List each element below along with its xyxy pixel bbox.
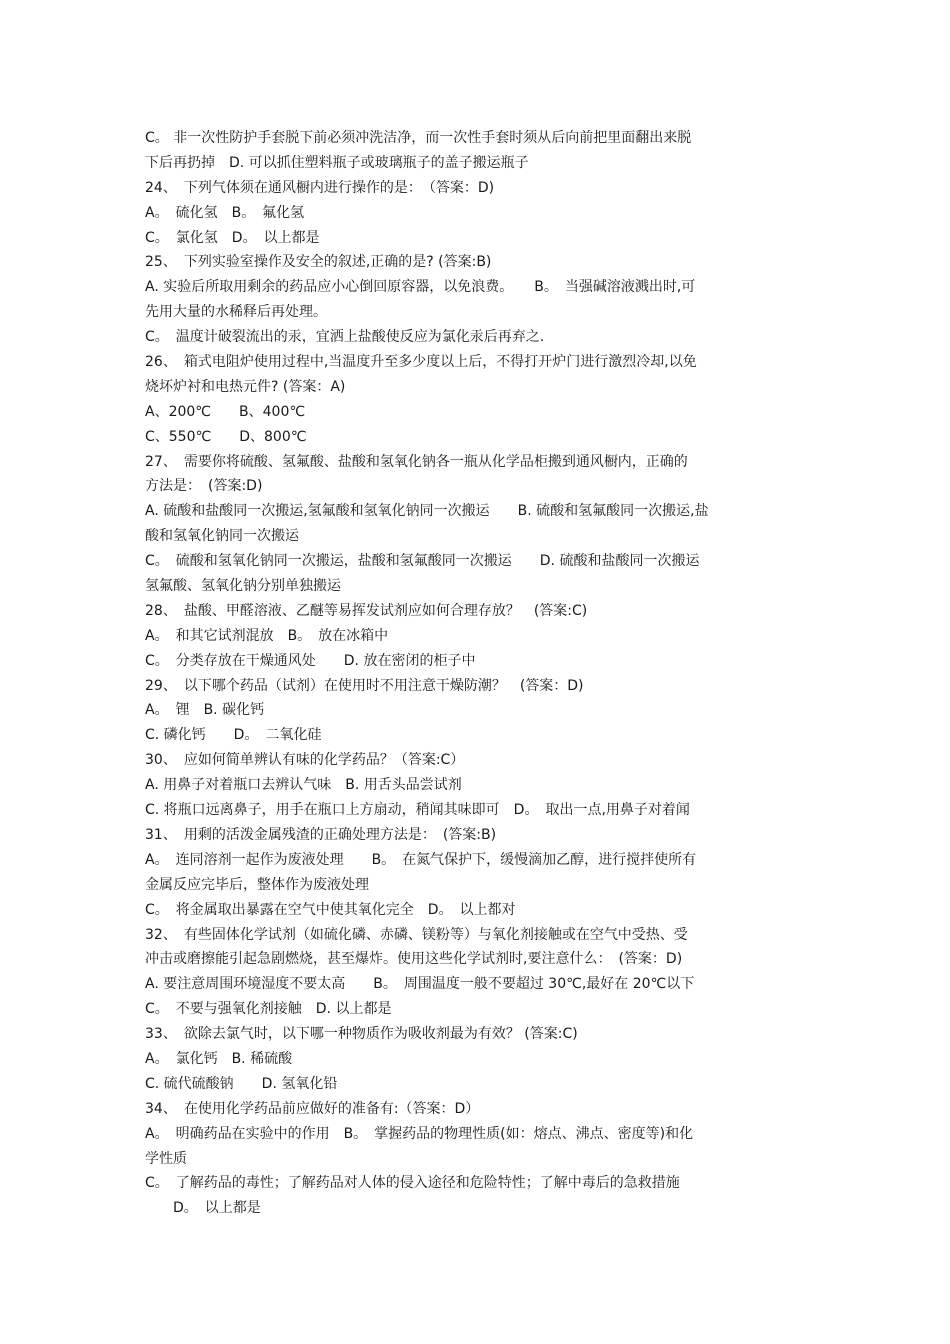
text-line: C。 温度计破裂流出的汞，宜洒上盐酸使反应为氯化汞后再弃之. xyxy=(145,329,545,346)
question-30-heading: 30、 应如何简单辨认有味的化学药品？（答案:C） xyxy=(145,752,465,769)
text-line: D。 以上都是 xyxy=(145,1200,261,1217)
question-32-heading: 32、 有些固体化学试剂（如硫化磷、赤磷、镁粉等）与氧化剂接触或在空气中受热、受 xyxy=(145,926,688,943)
text-line: C. 硫代硫酸钠 D. 氢氧化铅 xyxy=(145,1075,338,1092)
text-line: A。 连同溶剂一起作为废液处理 B。 在氮气保护下，缓慢滴加乙醇，进行搅拌使所有 xyxy=(145,851,697,868)
text-line: C. 将瓶口远离鼻子，用手在瓶口上方扇动，稍闻其味即可 D。 取出一点,用鼻子对着闻 xyxy=(145,802,690,819)
text-line: A。 锂 B. 碳化钙 xyxy=(145,702,265,719)
question-29-heading: 29、 以下哪个药品（试剂）在使用时不用注意干燥防潮？ (答案：D) xyxy=(145,677,584,694)
question-31-heading: 31、 用剩的活泼金属残渣的正确处理方法是： (答案:B) xyxy=(145,826,497,843)
text-line: 烧坏炉衬和电热元件? (答案：A) xyxy=(145,378,346,395)
text-line: A. 硫酸和盐酸同一次搬运,氢氟酸和氢氧化钠同一次搬运 B. 硫酸和氢氟酸同一次搬运,盐 xyxy=(145,503,709,520)
text-line: C。 硫酸和氢氧化钠同一次搬运，盐酸和氢氟酸同一次搬运 D. 硫酸和盐酸同一次搬运 xyxy=(145,553,700,570)
text-line: C。 了解药品的毒性；了解药品对人体的侵入途径和危险特性；了解中毒后的急救措施 xyxy=(145,1175,680,1192)
text-line: C。 氯化氢 D。 以上都是 xyxy=(145,229,320,246)
text-line: 下后再扔掉 D. 可以抓住塑料瓶子或玻璃瓶子的盖子搬运瓶子 xyxy=(145,154,529,171)
text-line: 酸和氢氧化钠同一次搬运 xyxy=(145,528,299,545)
question-24-heading: 24、 下列气体须在通风橱内进行操作的是： （答案：D) xyxy=(145,179,495,196)
text-line: 先用大量的水稀释后再处理。 xyxy=(145,304,327,321)
text-line: C。 不要与强氧化剂接触 D. 以上都是 xyxy=(145,1001,392,1018)
text-line: C。 非一次性防护手套脱下前必须冲洗洁净，而一次性手套时须从后向前把里面翻出来脱 xyxy=(145,130,692,146)
text-line: A。 和其它试剂混放 B。 放在冰箱中 xyxy=(145,627,389,644)
text-line: A。 硫化氢 B。 氟化氢 xyxy=(145,204,305,221)
text-line: A. 用鼻子对着瓶口去辨认气味 B. 用舌头品尝试剂 xyxy=(145,777,462,794)
text-line: A、200℃ B、400℃ xyxy=(145,403,306,420)
question-28-heading: 28、 盐酸、甲醛溶液、乙醚等易挥发试剂应如何合理存放？ (答案:C) xyxy=(145,602,588,619)
text-line: 学性质 xyxy=(145,1150,187,1167)
text-line: C。 分类存放在干燥通风处 D. 放在密闭的柜子中 xyxy=(145,652,476,669)
text-line: 氢氟酸、氢氧化钠分别单独搬运 xyxy=(145,578,341,595)
question-25-heading: 25、 下列实验室操作及安全的叙述,正确的是? (答案:B) xyxy=(145,254,492,271)
text-line: A. 实验后所取用剩余的药品应小心倒回原容器，以免浪费。 B。 当强碱溶液溅出时,可 xyxy=(145,279,696,296)
text-line: C. 磷化钙 D。 二氧化硅 xyxy=(145,727,322,744)
text-line: 冲击或磨擦能引起急剧燃烧，甚至爆炸。使用这些化学试剂时,要注意什么： (答案：D) xyxy=(145,951,683,968)
text-line: 金属反应完毕后，整体作为废液处理 xyxy=(145,876,369,893)
text-line: 方法是： (答案:D) xyxy=(145,478,263,495)
text-line: A。 明确药品在实验中的作用 B。 掌握药品的物理性质(如：熔点、沸点、密度等)和化 xyxy=(145,1125,694,1142)
text-line: C、550℃ D、800℃ xyxy=(145,428,307,445)
question-27-heading: 27、 需要你将硫酸、氢氟酸、盐酸和氢氧化钠各一瓶从化学品柜搬到通风橱内，正确的 xyxy=(145,453,688,470)
text-line: A。 氯化钙 B. 稀硫酸 xyxy=(145,1050,293,1067)
document-body xyxy=(145,126,810,1221)
question-26-heading: 26、 箱式电阻炉使用过程中,当温度升至多少度以上后，不得打开炉门进行激烈冷却,以免 xyxy=(145,354,697,371)
question-33-heading: 33、 欲除去氯气时，以下哪一种物质作为吸收剂最为有效？ (答案:C) xyxy=(145,1026,578,1043)
text-line: A. 要注意周围环境湿度不要太高 B。 周围温度一般不要超过 30℃,最好在 20℃以下 xyxy=(145,976,695,993)
text-line: C。 将金属取出暴露在空气中使其氧化完全 D。 以上都对 xyxy=(145,901,516,918)
question-34-heading: 34、 在使用化学药品前应做好的准备有:（答案：D） xyxy=(145,1100,480,1117)
